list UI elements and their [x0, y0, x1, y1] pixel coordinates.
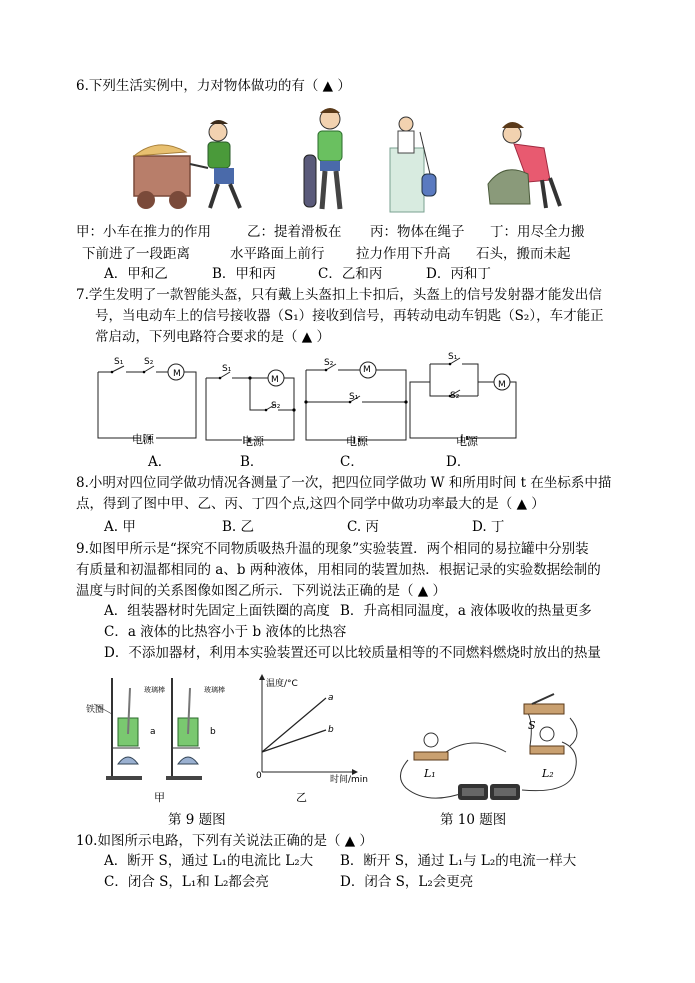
q8-option-c: C. 丙	[347, 519, 379, 535]
q10-stem: 10.如图所示电路，下列有关说法正确的是（ ▲ ）	[76, 833, 373, 849]
q6-caption-c-line1: 丙：物体在绳子	[370, 224, 465, 240]
q7-a-s2: S₂	[144, 357, 154, 367]
q9-option-d: D．不添加器材，利用本实验装置还可以比较质量相等的不同燃料燃烧时放出的热量	[104, 645, 601, 661]
q7-c-s2: S₂	[324, 358, 334, 368]
q10-figure-caption: 第 10 题图	[440, 812, 507, 828]
q7-a-s1: S₁	[114, 357, 124, 367]
q6-image-skateboard	[300, 105, 360, 217]
q7-c-s1: S₁	[349, 392, 359, 402]
q9-x-axis-label: 时间/min	[330, 775, 369, 785]
q6-caption-c-line2: 拉力作用下升高	[356, 246, 451, 262]
q7-b-motor: M	[271, 375, 279, 385]
q6-caption-d-line2: 石头，搬而未起	[476, 246, 571, 262]
q9-option-a: A．组装器材时先固定上面铁圈的高度	[104, 603, 330, 619]
q10-option-b: B．断开 S，通过 L₁与 L₂的电流一样大	[340, 853, 577, 869]
q6-option-c: C．乙和丙	[318, 266, 383, 282]
q6-caption-a-line2: 下前进了一段距离	[82, 246, 190, 262]
q9-origin-label: 0	[256, 771, 262, 781]
q10-option-d: D．闭合 S，L₂会更亮	[340, 874, 474, 890]
q7-c-motor: M	[363, 365, 371, 375]
q6-option-d: D．丙和丁	[426, 266, 491, 282]
q7-option-a: A．	[148, 454, 172, 470]
q6-caption-b-line2: 水平路面上前行	[230, 246, 325, 262]
q9-line-b	[262, 730, 326, 752]
q7-stem-line1: 7.学生发明了一款智能头盔，只有戴上头盔扣上卡扣后，头盔上的信号发射器才能发出信	[76, 287, 602, 303]
q8-stem-line1: 8.小明对四位同学做功情况各测量了一次，把四位同学做功 W 和所用时间 t 在坐标系中描	[76, 475, 612, 491]
q7-option-b: B．	[240, 454, 264, 470]
q8-option-b: B. 乙	[222, 519, 255, 535]
q7-d-s1: S₁	[448, 352, 458, 362]
q7-b-power: 电源	[242, 435, 264, 448]
q7-option-d: D．	[446, 454, 471, 470]
q7-b-s1: S₁	[222, 364, 232, 374]
q8-stem-line2: 点，得到了图中甲、乙、丙、丁四个点,这四个同学中做功功率最大的是（ ▲ ）	[76, 496, 545, 512]
q7-stem-line3: 常启动，下列电路符合要求的是（ ▲ ）	[95, 329, 330, 345]
q8-option-d: D. 丁	[472, 519, 505, 535]
q10-circuit-figure	[398, 690, 584, 808]
q6-image-rope-lift	[390, 112, 452, 212]
q6-stem: 6.下列生活实例中，力对物体做功的有（ ▲ ）	[76, 78, 351, 94]
q6-option-b: B．甲和丙	[212, 266, 276, 282]
q6-option-a: A．甲和乙	[104, 266, 168, 282]
q10-lamp1-label: L₁	[424, 767, 436, 780]
q6-image-stone-lift	[484, 118, 574, 212]
q8-option-a: A. 甲	[104, 519, 136, 535]
q7-d-s2: S₂	[450, 391, 460, 401]
q9-jia-label: 甲	[154, 791, 165, 804]
q9-rod-label-right: 玻璃棒	[204, 686, 225, 694]
q9-stem-line3: 温度与时间的关系图像如图乙所示．下列说法正确的是（ ▲ ）	[76, 583, 446, 599]
q10-switch-label: S	[528, 719, 536, 732]
q7-stem-line2: 号，当电动车上的信号接收器（S₁）接收到信号，再转动电动车钥匙（S₂），车才能正	[95, 308, 604, 324]
q7-c-power: 电源	[346, 435, 368, 448]
q6-caption-d-line1: 丁：用尽全力搬	[490, 224, 585, 240]
q9-yi-label: 乙	[296, 791, 307, 804]
q7-a-motor: M	[173, 369, 181, 379]
q6-image-cart-push	[128, 112, 256, 216]
q6-caption-a-line1: 甲：小车在推力的作用	[76, 224, 211, 240]
q7-circuit-b	[204, 360, 298, 444]
q7-d-power: 电源	[456, 435, 478, 448]
q9-stem-line2: 有质量和初温都相同的 a、b 两种液体，用相同的装置加热．根据记录的实验数据绘制的	[76, 562, 601, 578]
q7-circuit-d	[408, 350, 520, 446]
q9-option-b: B．升高相同温度，a 液体吸收的热量更多	[340, 603, 592, 619]
q7-a-power: 电源	[132, 433, 154, 446]
q9-rod-label-left: 玻璃棒	[144, 686, 165, 694]
q6-caption-b-line1: 乙：提着滑板在	[247, 224, 342, 240]
q9-can-a-label: a	[150, 727, 156, 737]
q10-option-a: A．断开 S，通过 L₁的电流比 L₂大	[104, 853, 314, 869]
q9-option-c: C．a 液体的比热容小于 b 液体的比热容	[104, 624, 347, 640]
q10-lamp2-label: L₂	[542, 767, 554, 780]
q9-can-b-label: b	[210, 727, 216, 737]
q9-iron-ring-label: 铁圈	[86, 705, 105, 715]
q7-option-c: C．	[340, 454, 364, 470]
q9-graph-line-a-label: a	[328, 693, 334, 703]
q9-line-a	[262, 698, 326, 752]
q7-d-motor: M	[498, 380, 506, 390]
q9-y-axis-label: 温度/°C	[266, 679, 298, 689]
q9-graph-line-b-label: b	[328, 725, 334, 735]
q9-figure-caption: 第 9 题图	[168, 812, 226, 828]
q7-b-s2: S₂	[271, 401, 281, 411]
q9-stem-line1: 9.如图甲所示是“探究不同物质吸热升温的现象”实验装置．两个相同的易拉罐中分别装	[76, 541, 589, 557]
q10-option-c: C．闭合 S，L₁和 L₂都会亮	[104, 874, 269, 890]
